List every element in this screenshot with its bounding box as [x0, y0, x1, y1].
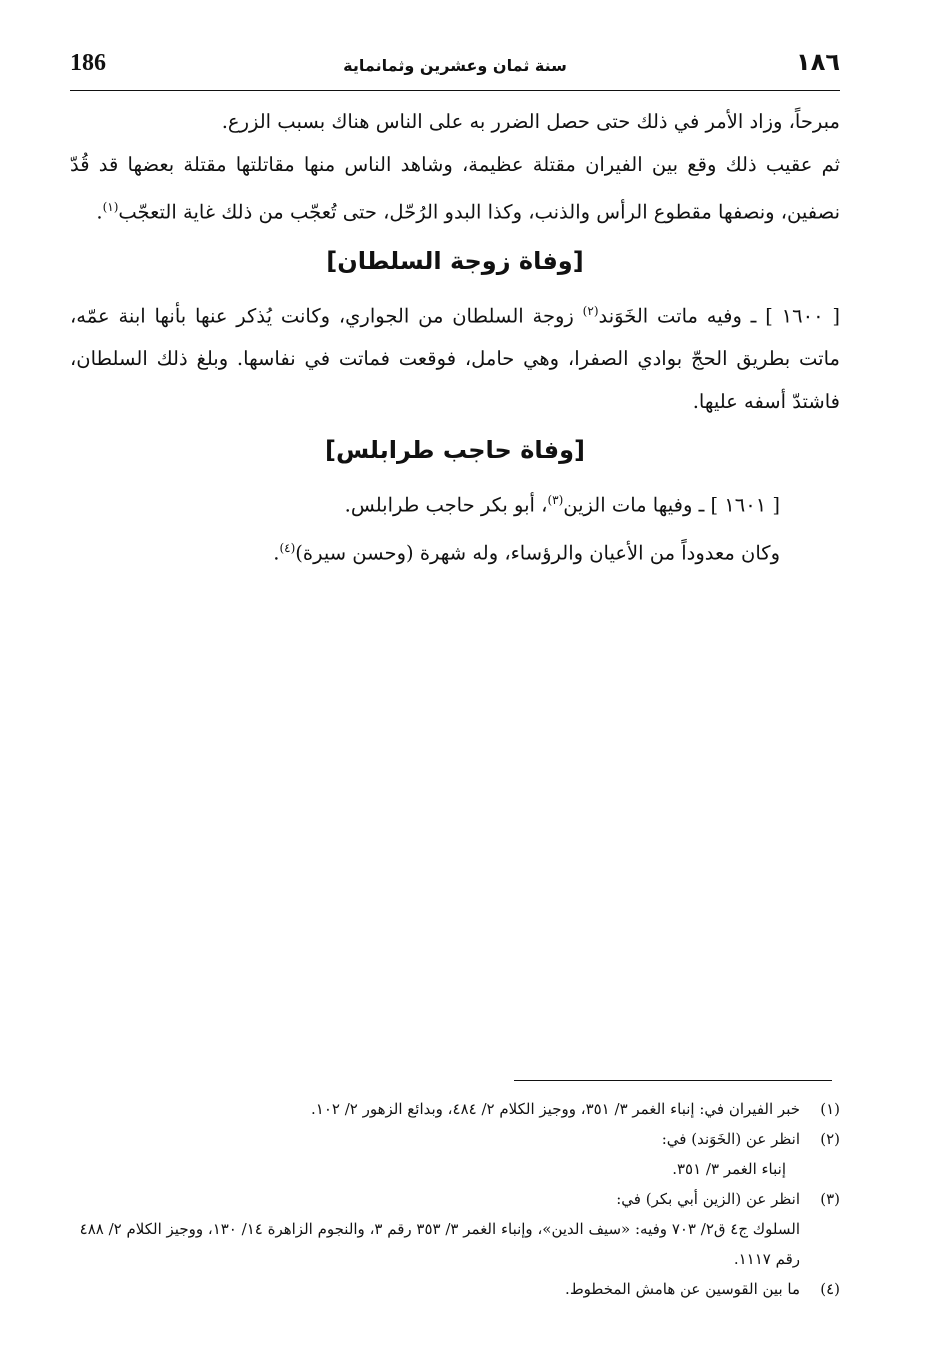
paragraph-2-text: ثم عقيب ذلك وقع بين الفيران مقتلة عظيمة، وشاهد الناس منها مقاتلتها مقتلة بعضها قد قُدّ نصفين، ونصفها مقطوع الرأس والذنب، وكذا البدو الرُحّل، حتى تُعجّب من ذلك غاية التعجّب — [70, 153, 840, 224]
page-number-arabic: ١٨٦ — [796, 48, 840, 76]
footnote-text: السلوك ج٤ ق٢/ ٧٠٣ وفيه: «سيف الدين»، وإنباء الغمر ٣/ ٣٥٣ رقم ٣، والنجوم الزاهرة ١٤/ ١٣٠، ووجيز الكلام ٢/ ٤٨٨ رقم ١١١٧. — [79, 1220, 800, 1268]
section-heading-2: [وفاة حاجب طرابلس] — [325, 436, 585, 464]
entry-1600-start: [ ١٦٠٠ ] ـ وفيه ماتت الخَوَند — [598, 304, 840, 327]
footnote-ref-1: (١) — [102, 200, 119, 214]
paragraph-5-end: . — [273, 541, 280, 564]
footnote-4 — [70, 1274, 840, 1304]
footnote-text: إنباء الغمر ٣/ ٣٥١. — [672, 1160, 786, 1178]
footnote-2 — [70, 1124, 840, 1184]
footnote-1 — [70, 1094, 840, 1124]
paragraph-2-end: . — [96, 200, 103, 224]
running-title: سنة ثمان وعشرين وثمانماية — [343, 56, 567, 75]
footnote-number: (١) — [820, 1100, 840, 1118]
entry-1601 — [70, 479, 840, 527]
footnote-3 — [70, 1184, 840, 1274]
footnote-number: (٢) — [820, 1130, 840, 1148]
footnote-text: خبر الفيران في: إنباء الغمر ٣/ ٣٥١، ووجيز الكلام ٢/ ٤٨٤، وبدائع الزهور ٢/ ١٠٢. — [311, 1100, 800, 1118]
paragraph-1: مبرحاً، وزاد الأمر في ذلك حتى حصل الضرر به على الناس هناك بسبب الزرع. — [221, 110, 840, 133]
footnotes — [70, 1094, 840, 1304]
footnote-number: (٤) — [820, 1280, 840, 1298]
paragraph-2 — [70, 143, 840, 234]
footnote-ref-3: (٣) — [547, 493, 564, 507]
footnote-text: ما بين القوسين عن هامش المخطوط. — [565, 1280, 800, 1298]
main-text — [70, 100, 840, 574]
footnote-number: (٣) — [820, 1190, 840, 1208]
entry-1601-text: ، أبو بكر حاجب طرابلس. — [344, 493, 548, 517]
paragraph-5 — [70, 527, 840, 575]
entry-1600 — [70, 290, 840, 424]
footnote-text: انظر عن (الخَوَند) في: — [661, 1130, 800, 1148]
section-heading-1: [وفاة زوجة السلطان] — [326, 246, 584, 275]
page-header — [70, 44, 840, 84]
header-rule — [70, 90, 840, 91]
footnote-ref-2: (٢) — [582, 303, 599, 318]
entry-1601-start: [ ١٦٠١ ] ـ وفيها مات الزين — [563, 493, 780, 517]
entry-1600-text: زوجة السلطان من الجواري، وكانت يُذكر عنها بأنها ابنة عمّه، ماتت بطريق الحجّ بوادي الصفرا، وهي حامل، فوقعت فماتت في نفاسها. وبلغ ذلك السلطان، فاشتدّ أسفه عليها. — [70, 304, 840, 413]
footnote-text: انظر عن (الزين أبي بكر) في: — [616, 1190, 800, 1208]
footnote-rule — [514, 1080, 832, 1081]
paragraph-5-text: وكان معدوداً من الأعيان والرؤساء، وله شهرة (وحسن سيرة) — [295, 541, 780, 564]
page-number-latin: 186 — [70, 50, 106, 76]
footnote-ref-4: (٤) — [279, 540, 296, 555]
